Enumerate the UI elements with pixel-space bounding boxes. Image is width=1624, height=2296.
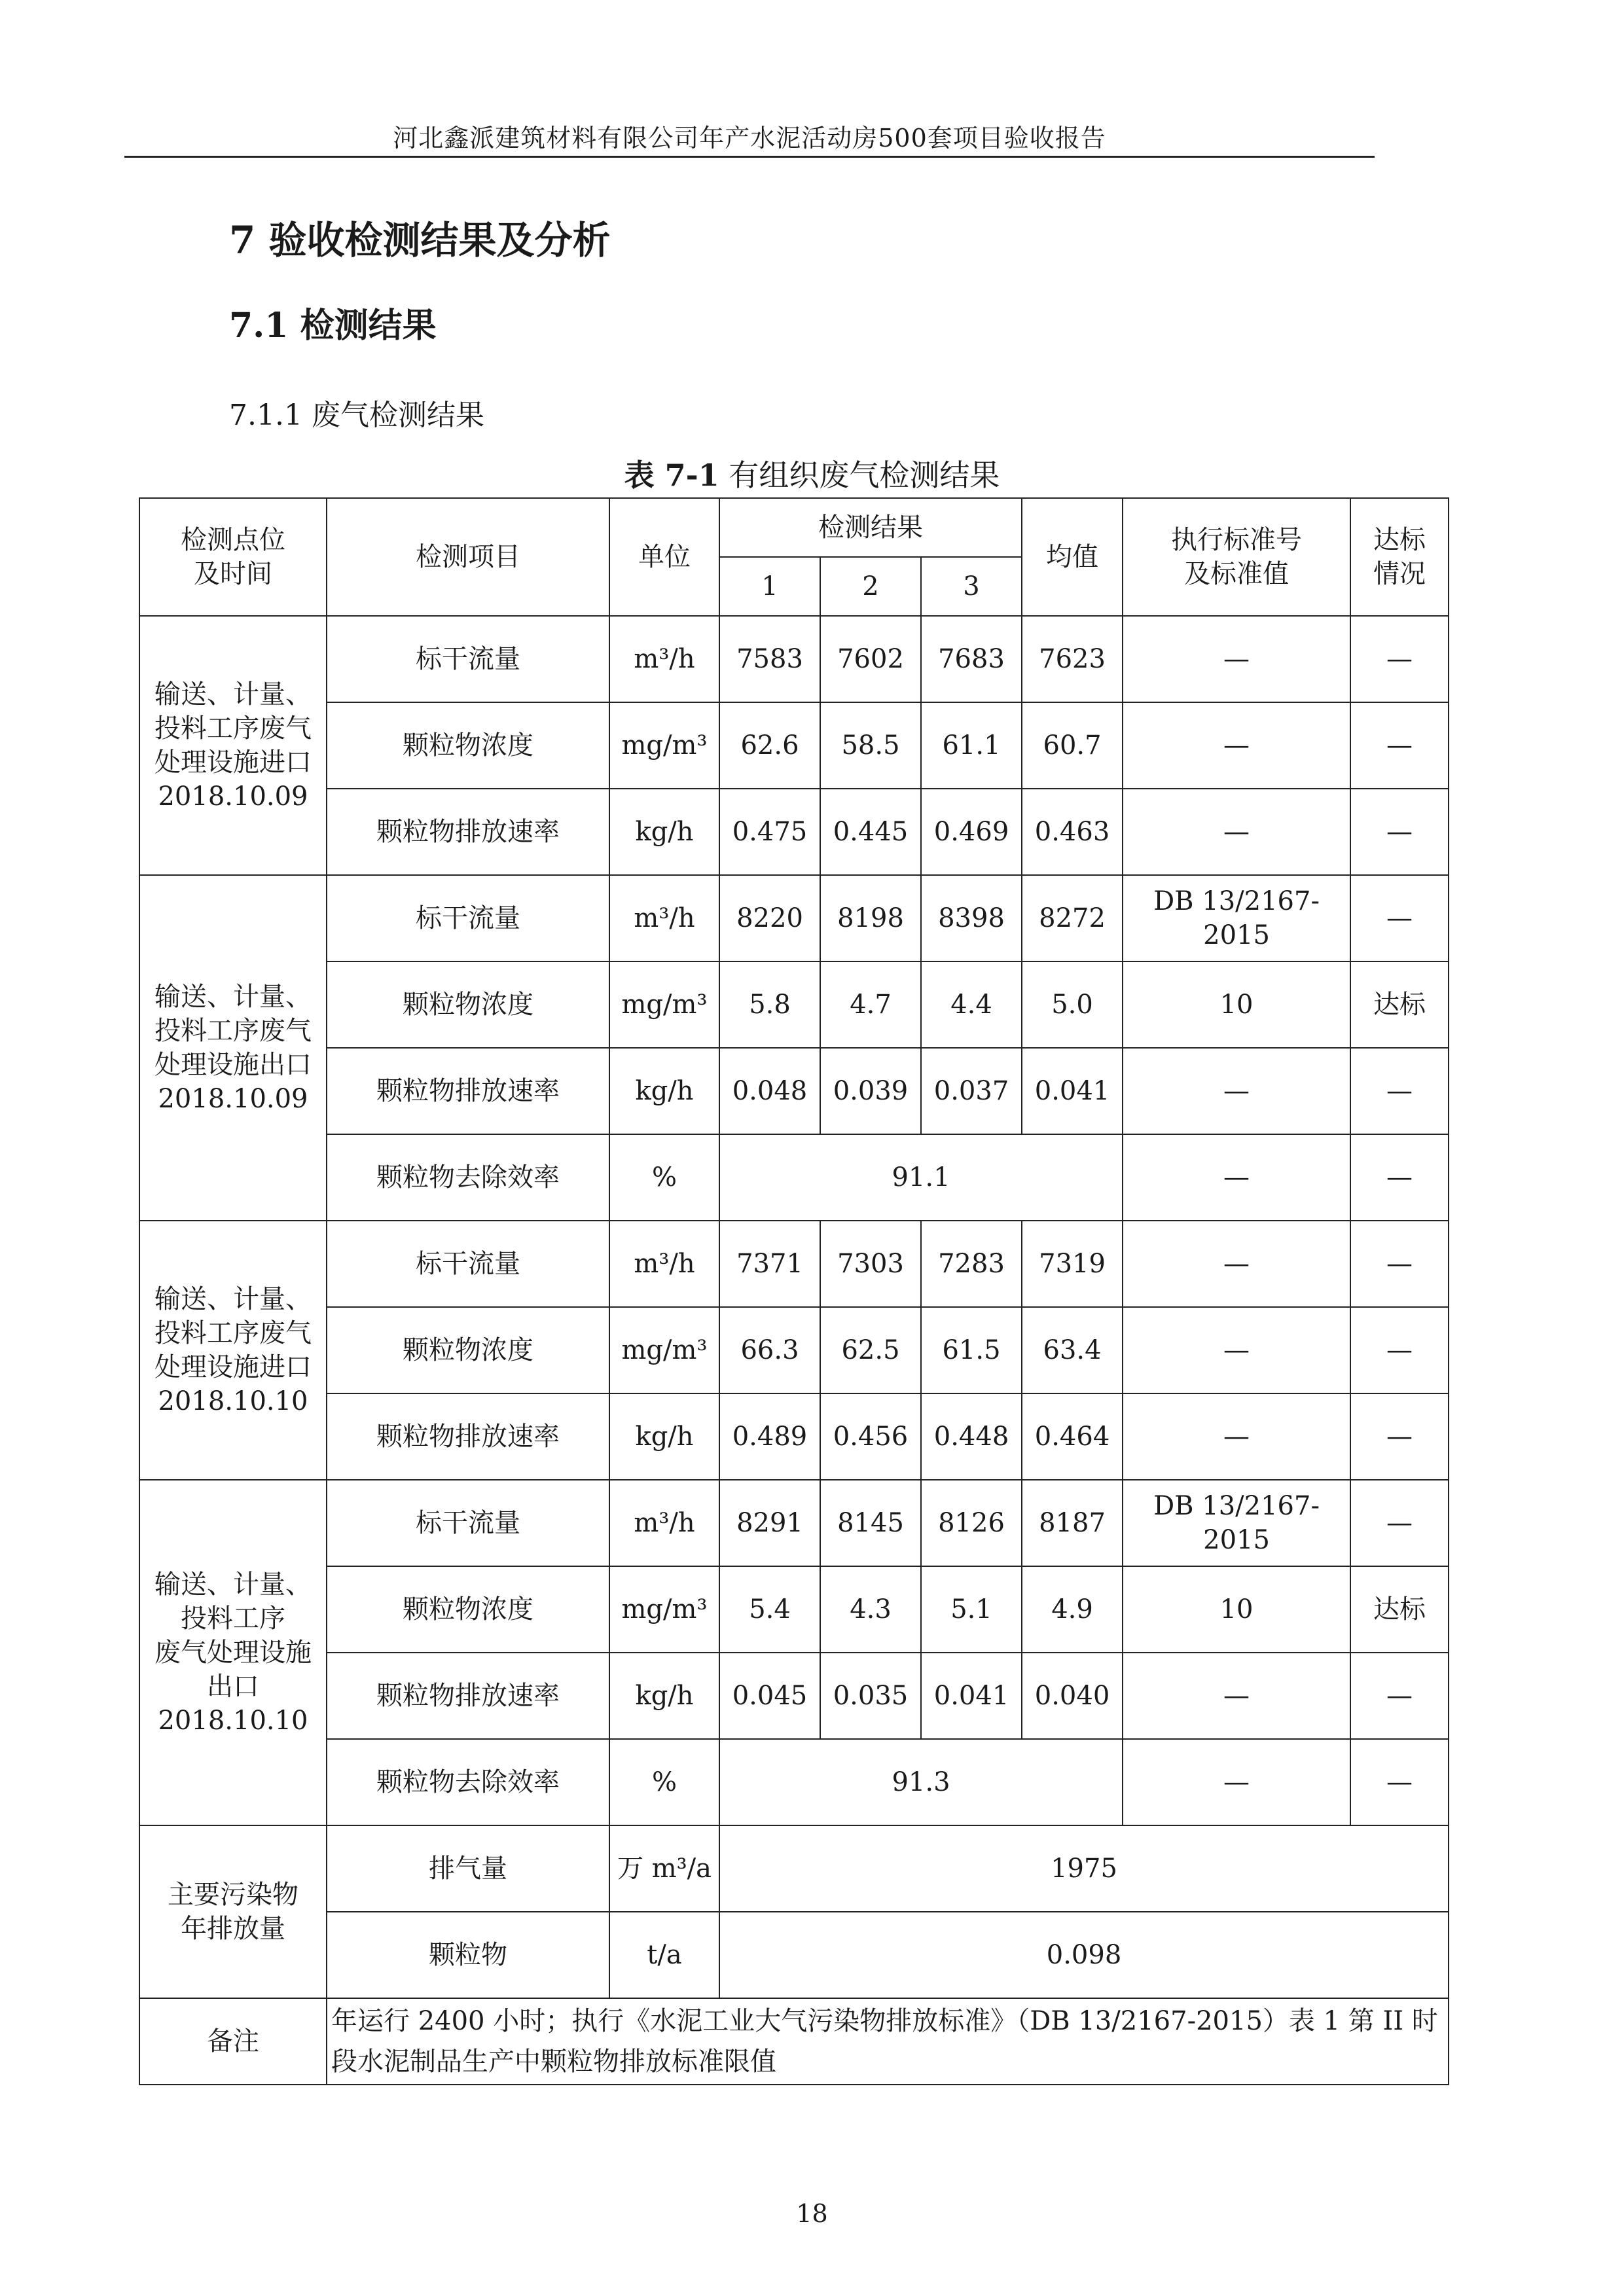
table-row [139, 616, 1449, 702]
compliance-cell: — [1350, 1307, 1449, 1393]
remark-label: 备注 [139, 1998, 327, 2085]
result-3-cell: 61.1 [921, 702, 1022, 789]
result-2-cell: 0.445 [820, 789, 921, 875]
item-cell: 颗粒物去除效率 [327, 1134, 609, 1221]
average-cell: 5.0 [1022, 961, 1123, 1048]
result-3-cell: 4.4 [921, 961, 1022, 1048]
result-1-cell: 62.6 [719, 702, 820, 789]
table-row [139, 1480, 1449, 1566]
table-header-row [139, 498, 1449, 557]
unit-cell: kg/h [609, 1653, 719, 1739]
unit-cell: kg/h [609, 789, 719, 875]
result-1-cell: 0.048 [719, 1048, 820, 1134]
removal-efficiency-cell: 91.1 [719, 1134, 1123, 1221]
table-row [139, 1048, 1449, 1134]
average-cell: 0.040 [1022, 1653, 1123, 1739]
item-cell: 颗粒物排放速率 [327, 1048, 609, 1134]
result-3-cell: 0.037 [921, 1048, 1022, 1134]
table-row [139, 1739, 1449, 1825]
standard-cell: DB 13/2167-2015 [1123, 875, 1350, 961]
subsection-title: 7.1 检测结果 [229, 306, 437, 346]
standard-cell: — [1123, 1739, 1350, 1825]
emission-results-table [139, 497, 1449, 2085]
result-1-cell: 0.475 [719, 789, 820, 875]
standard-cell: — [1123, 1393, 1350, 1480]
item-cell: 颗粒物排放速率 [327, 1653, 609, 1739]
compliance-cell: — [1350, 875, 1449, 961]
average-cell: 60.7 [1022, 702, 1123, 789]
result-1-cell: 7371 [719, 1221, 820, 1307]
header-standard: 执行标准号 及标准值 [1123, 498, 1350, 616]
item-cell: 排气量 [327, 1825, 609, 1912]
average-cell: 8272 [1022, 875, 1123, 961]
standard-cell: — [1123, 616, 1350, 702]
average-cell: 0.463 [1022, 789, 1123, 875]
item-cell: 颗粒物浓度 [327, 1307, 609, 1393]
compliance-cell: — [1350, 1653, 1449, 1739]
result-3-cell: 8126 [921, 1480, 1022, 1566]
table-row [139, 1653, 1449, 1739]
average-cell: 7319 [1022, 1221, 1123, 1307]
result-3-cell: 8398 [921, 875, 1022, 961]
compliance-cell: — [1350, 1134, 1449, 1221]
result-3-cell: 0.041 [921, 1653, 1022, 1739]
remark-row [139, 1998, 1449, 2085]
table-caption [0, 452, 1624, 495]
unit-cell: kg/h [609, 1048, 719, 1134]
table-caption-text: 有组织废气检测结果 [719, 457, 1000, 493]
page-number: 18 [796, 2199, 828, 2228]
unit-cell: mg/m³ [609, 961, 719, 1048]
item-cell: 颗粒物浓度 [327, 961, 609, 1048]
document-header: 河北鑫派建筑材料有限公司年产水泥活动房500套项目验收报告 [393, 124, 1106, 152]
table-caption-number: 表 7-1 [624, 457, 719, 493]
result-2-cell: 4.7 [820, 961, 921, 1048]
compliance-cell: — [1350, 789, 1449, 875]
table-row [139, 702, 1449, 789]
standard-cell: — [1123, 1307, 1350, 1393]
result-2-cell: 0.456 [820, 1393, 921, 1480]
result-3-cell: 0.469 [921, 789, 1022, 875]
compliance-cell: — [1350, 1480, 1449, 1566]
annual-value-cell: 0.098 [719, 1912, 1449, 1998]
compliance-cell: — [1350, 1739, 1449, 1825]
item-cell: 颗粒物浓度 [327, 1566, 609, 1653]
result-2-cell: 62.5 [820, 1307, 921, 1393]
result-2-cell: 0.039 [820, 1048, 921, 1134]
item-cell: 标干流量 [327, 875, 609, 961]
result-1-cell: 8291 [719, 1480, 820, 1566]
compliance-cell: — [1350, 702, 1449, 789]
average-cell: 0.464 [1022, 1393, 1123, 1480]
item-cell: 颗粒物浓度 [327, 702, 609, 789]
compliance-cell: 达标 [1350, 1566, 1449, 1653]
standard-cell: — [1123, 1221, 1350, 1307]
point-and-date-cell: 输送、计量、 投料工序废气 处理设施进口 2018.10.10 [139, 1221, 327, 1480]
unit-cell: m³/h [609, 1221, 719, 1307]
average-cell: 7623 [1022, 616, 1123, 702]
standard-cell: — [1123, 1653, 1350, 1739]
result-1-cell: 8220 [719, 875, 820, 961]
table-row [139, 789, 1449, 875]
item-cell: 颗粒物排放速率 [327, 1393, 609, 1480]
point-and-date-cell: 输送、计量、 投料工序 废气处理设施 出口 2018.10.10 [139, 1480, 327, 1825]
annual-emission-label: 主要污染物 年排放量 [139, 1825, 327, 1998]
compliance-cell: 达标 [1350, 961, 1449, 1048]
header-item: 检测项目 [327, 498, 609, 616]
standard-cell: 10 [1123, 961, 1350, 1048]
result-2-cell: 58.5 [820, 702, 921, 789]
point-and-date-cell: 输送、计量、 投料工序废气 处理设施出口 2018.10.09 [139, 875, 327, 1221]
result-1-cell: 5.4 [719, 1566, 820, 1653]
header-unit: 单位 [609, 498, 719, 616]
result-2-cell: 8198 [820, 875, 921, 961]
unit-cell: % [609, 1739, 719, 1825]
result-1-cell: 7583 [719, 616, 820, 702]
header-run-2: 2 [820, 557, 921, 616]
result-1-cell: 0.489 [719, 1393, 820, 1480]
annual-emission-row [139, 1825, 1449, 1912]
unit-cell: m³/h [609, 875, 719, 961]
unit-cell: 万 m³/a [609, 1825, 719, 1912]
unit-cell: m³/h [609, 616, 719, 702]
header-rule [124, 156, 1375, 158]
table-row [139, 1307, 1449, 1393]
table-row [139, 1566, 1449, 1653]
result-3-cell: 61.5 [921, 1307, 1022, 1393]
unit-cell: mg/m³ [609, 1307, 719, 1393]
item-cell: 标干流量 [327, 616, 609, 702]
removal-efficiency-cell: 91.3 [719, 1739, 1123, 1825]
remark-text: 年运行 2400 小时；执行《水泥工业大气污染物排放标准》（DB 13/2167-2015）表 1 第 II 时段水泥制品生产中颗粒物排放标准限值 [327, 1998, 1449, 2085]
header-result: 检测结果 [719, 498, 1022, 557]
unit-cell: t/a [609, 1912, 719, 1998]
compliance-cell: — [1350, 1393, 1449, 1480]
table-row [139, 961, 1449, 1048]
unit-cell: m³/h [609, 1480, 719, 1566]
subsubsection-title: 7.1.1 废气检测结果 [229, 399, 484, 432]
point-and-date-cell: 输送、计量、 投料工序废气 处理设施进口 2018.10.09 [139, 616, 327, 875]
result-3-cell: 7683 [921, 616, 1022, 702]
result-1-cell: 66.3 [719, 1307, 820, 1393]
average-cell: 0.041 [1022, 1048, 1123, 1134]
compliance-cell: — [1350, 1221, 1449, 1307]
unit-cell: kg/h [609, 1393, 719, 1480]
average-cell: 8187 [1022, 1480, 1123, 1566]
annual-value-cell: 1975 [719, 1825, 1449, 1912]
compliance-cell: — [1350, 616, 1449, 702]
result-1-cell: 5.8 [719, 961, 820, 1048]
result-2-cell: 7602 [820, 616, 921, 702]
result-2-cell: 7303 [820, 1221, 921, 1307]
standard-cell: 10 [1123, 1566, 1350, 1653]
result-1-cell: 0.045 [719, 1653, 820, 1739]
header-average: 均值 [1022, 498, 1123, 616]
standard-cell: — [1123, 702, 1350, 789]
standard-cell: DB 13/2167-2015 [1123, 1480, 1350, 1566]
header-point: 检测点位 及时间 [139, 498, 327, 616]
item-cell: 标干流量 [327, 1221, 609, 1307]
average-cell: 63.4 [1022, 1307, 1123, 1393]
result-3-cell: 5.1 [921, 1566, 1022, 1653]
table-row [139, 1393, 1449, 1480]
table-row [139, 1134, 1449, 1221]
section-title: 7 验收检测结果及分析 [229, 218, 611, 262]
result-3-cell: 0.448 [921, 1393, 1022, 1480]
item-cell: 标干流量 [327, 1480, 609, 1566]
result-3-cell: 7283 [921, 1221, 1022, 1307]
item-cell: 颗粒物 [327, 1912, 609, 1998]
unit-cell: mg/m³ [609, 702, 719, 789]
result-2-cell: 0.035 [820, 1653, 921, 1739]
item-cell: 颗粒物排放速率 [327, 789, 609, 875]
unit-cell: mg/m³ [609, 1566, 719, 1653]
standard-cell: — [1123, 1048, 1350, 1134]
header-run-3: 3 [921, 557, 1022, 616]
header-compliance: 达标 情况 [1350, 498, 1449, 616]
unit-cell: % [609, 1134, 719, 1221]
table-row [139, 875, 1449, 961]
result-2-cell: 8145 [820, 1480, 921, 1566]
average-cell: 4.9 [1022, 1566, 1123, 1653]
result-2-cell: 4.3 [820, 1566, 921, 1653]
compliance-cell: — [1350, 1048, 1449, 1134]
annual-emission-row [139, 1912, 1449, 1998]
item-cell: 颗粒物去除效率 [327, 1739, 609, 1825]
header-run-1: 1 [719, 557, 820, 616]
standard-cell: — [1123, 789, 1350, 875]
table-row [139, 1221, 1449, 1307]
standard-cell: — [1123, 1134, 1350, 1221]
